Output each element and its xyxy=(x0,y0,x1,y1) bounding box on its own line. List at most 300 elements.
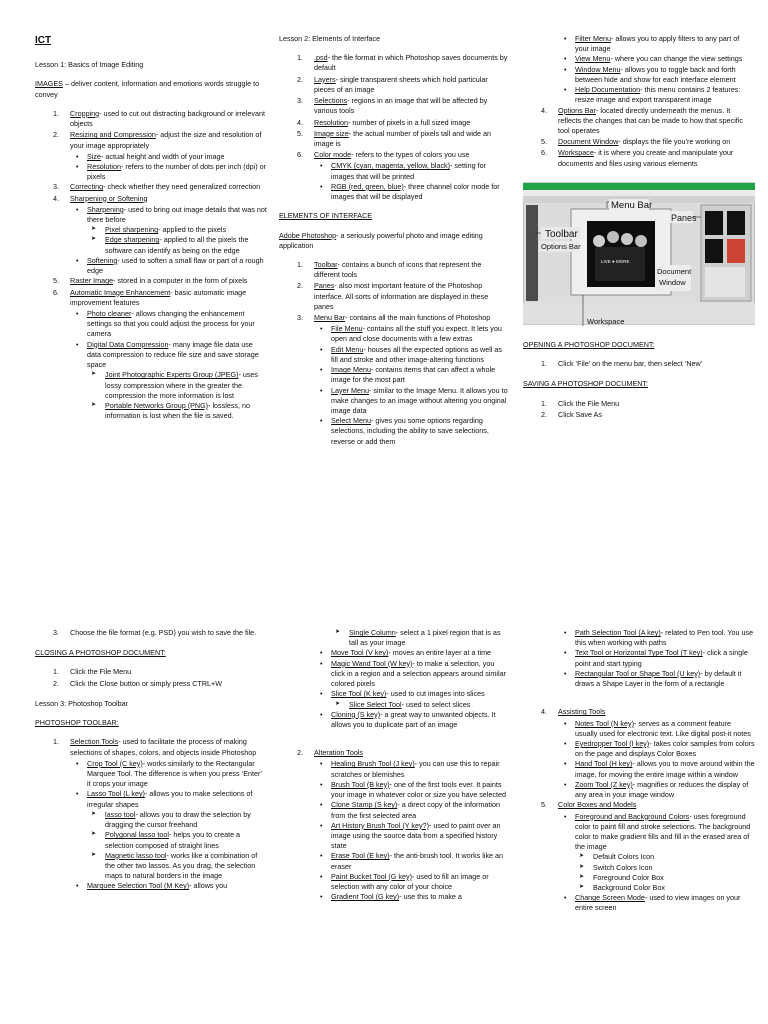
definition: - serves as a comment feature usually used for electronic text. Like digital post-it notes xyxy=(575,718,751,738)
list-number: 4. xyxy=(541,707,547,717)
page2-column-3 xyxy=(523,628,755,914)
options-bar-label: Options Bar xyxy=(541,241,581,251)
list-item xyxy=(35,370,267,401)
list-item xyxy=(523,65,753,85)
list-item xyxy=(279,386,509,417)
bullet-icon: • xyxy=(564,759,567,769)
page-2 xyxy=(0,512,768,1024)
list-item xyxy=(279,118,509,128)
term: Selection Tools xyxy=(70,737,119,747)
list-item xyxy=(523,852,755,862)
term: Raster Image xyxy=(70,276,114,286)
list-number: 5. xyxy=(53,276,59,286)
term: Lasso Tool (L key) xyxy=(87,789,145,799)
list-item xyxy=(35,152,267,162)
definition: - number of pixels in a full sized image xyxy=(347,117,471,127)
assisting-tools-list xyxy=(523,707,755,913)
definition: - where you can change the view settings xyxy=(610,54,743,64)
definition: Background Color Box xyxy=(593,883,665,893)
list-item xyxy=(523,893,755,913)
definition: - this menu contains 2 features: resize image and export transparent image xyxy=(575,85,741,105)
list-item xyxy=(279,324,509,344)
list-item xyxy=(523,669,755,689)
lesson-3-heading: Lesson 3: Photoshop Toolbar xyxy=(35,698,128,708)
list-item xyxy=(279,182,509,202)
definition: - used to facilitate the process of making selections of shapes, colors, and objects inside Photoshop xyxy=(70,737,257,757)
term: Clone Stamp (S key) xyxy=(331,800,398,810)
list-number: 5. xyxy=(541,800,547,810)
definition: - uses lossy compression where in the greater the compression the more information is lost xyxy=(105,370,259,400)
list-item xyxy=(523,873,755,883)
term: Marquee Selection Tool (M Key) xyxy=(87,881,190,891)
bullet-icon: • xyxy=(320,800,323,810)
definition: Click ‘File’ on the menu bar, then select ‘New’ xyxy=(558,359,703,369)
term: Single Column xyxy=(349,628,396,637)
bullet-icon: • xyxy=(564,34,567,43)
list-item xyxy=(279,75,509,95)
definition: - regions in an image that will be affected by various tools xyxy=(314,96,488,116)
lesson-1-list xyxy=(35,109,267,422)
list-item xyxy=(279,260,509,280)
definition: - lossless, no information is lost when the file is saved. xyxy=(105,400,251,421)
term: CMYK (cyan, magenta, yellow, black) xyxy=(331,161,451,171)
list-item xyxy=(279,759,509,779)
list-number: 6. xyxy=(53,287,59,297)
term: .psd xyxy=(314,53,328,63)
adobe-def: - a seriously powerful photo and image editing application xyxy=(279,230,483,250)
definition: - contains all the stuff you expect. It lets you open and close documents with a few extras xyxy=(331,324,502,344)
list-number: 1. xyxy=(53,737,59,747)
list-item xyxy=(35,628,267,638)
term: Document Window xyxy=(558,137,619,147)
term: Edit Menu xyxy=(331,344,364,354)
list-item xyxy=(279,365,509,385)
saving-steps-continued xyxy=(35,628,267,638)
term: Slice Tool (K key) xyxy=(331,689,387,699)
term: Sharpening or Softening xyxy=(70,193,148,203)
term: Paint Bucket Tool (G key) xyxy=(331,871,412,881)
list-item xyxy=(523,148,753,168)
list-item xyxy=(35,205,267,225)
list-item xyxy=(35,288,267,308)
term: Filter Menu xyxy=(575,34,611,43)
arrow-bullet-icon: ➤ xyxy=(91,401,97,408)
bullet-icon: • xyxy=(320,871,323,881)
term: Cropping xyxy=(70,108,100,118)
term: Rectangular Tool or Shape Tool (U key) xyxy=(575,668,701,678)
definition: - used to fill an image or selection with any color of your choice xyxy=(331,871,489,892)
term: Resizing and Compression xyxy=(70,130,156,140)
panes-label: Panes xyxy=(671,212,697,223)
term: Zoom Tool (Z key) xyxy=(575,779,633,789)
term: Automatic Image Enhancement xyxy=(70,287,171,297)
list-item xyxy=(279,800,509,820)
list-item xyxy=(35,235,267,255)
alteration-tools-list xyxy=(279,748,509,902)
adobe-definition xyxy=(279,231,509,251)
bullet-icon: • xyxy=(564,718,567,728)
term: Gradient Tool (G key) xyxy=(331,892,400,902)
list-number: 1. xyxy=(53,108,59,118)
definition: - used to bring out image details that was not there before xyxy=(87,204,267,225)
list-item xyxy=(523,800,755,810)
bullet-icon: • xyxy=(320,689,323,699)
definition: - used to cut out distracting background or irrelevant objects xyxy=(70,108,265,129)
toolbar-heading: PHOTOSHOP TOOLBAR: xyxy=(35,718,119,728)
term: Path Selection Tool (A key) xyxy=(575,628,661,637)
bullet-icon: • xyxy=(564,64,567,74)
definition: Default Colors Icon xyxy=(593,852,655,862)
lesson-1-heading: Lesson 1: Basics of Image Editing xyxy=(35,60,144,70)
arrow-bullet-icon: ➤ xyxy=(91,236,97,243)
bullet-icon: • xyxy=(320,658,323,668)
definition: - adjust the size and resolution of your image appropriately xyxy=(70,130,262,150)
list-item xyxy=(35,225,267,235)
list-item xyxy=(35,256,267,276)
definition: Foreground Color Box xyxy=(593,872,664,882)
definition: - allows you to draw the selection by dragging the cursor freehand xyxy=(105,809,251,830)
list-item xyxy=(523,759,755,779)
bullet-icon: • xyxy=(320,709,323,719)
list-item xyxy=(523,707,755,717)
list-item xyxy=(523,106,753,137)
arrow-bullet-icon: ➤ xyxy=(579,873,585,880)
arrow-bullet-icon: ➤ xyxy=(579,863,585,870)
bullet-icon: • xyxy=(320,820,323,830)
definition: - allows changing the enhancement settings so that you could adjust the process for your camera xyxy=(87,309,255,339)
bullet-icon: • xyxy=(564,628,567,637)
list-item xyxy=(523,359,753,369)
list-item xyxy=(279,851,509,871)
page2-column-1 xyxy=(35,628,267,892)
definition: - by default it draws a Shape Layer in the form of a rectangle xyxy=(575,668,742,689)
photoshop-interface-figure xyxy=(523,181,755,326)
opening-heading: OPENING A PHOTOSHOP DOCUMENT: xyxy=(523,339,655,349)
menu-bar-label: Menu Bar xyxy=(611,199,653,211)
term: Magnetic lasso tool xyxy=(105,850,167,860)
list-item xyxy=(523,85,753,105)
term: Layers xyxy=(314,74,336,84)
list-number: 1. xyxy=(541,398,547,408)
list-number: 1. xyxy=(541,359,547,369)
term: Magic Wand Tool (W key) xyxy=(331,658,413,668)
term: Assisting Tools xyxy=(558,707,606,717)
definition: - click a single point and start typing xyxy=(575,648,748,668)
list-item xyxy=(279,700,509,710)
term: Workspace xyxy=(558,148,594,158)
definition: - works similarly to the Rectangular Marquee Tool. The difference is when you press ‘Enter’ it crops your image xyxy=(87,758,262,789)
definition: - it is where you create and manipulate your documents and files using various elements xyxy=(558,148,734,168)
adobe-term: Adobe Photoshop xyxy=(279,230,337,240)
list-item xyxy=(279,659,509,690)
bullet-icon: • xyxy=(76,339,79,349)
term: Alteration Tools xyxy=(314,748,364,758)
definition: - refers to the types of colors you use xyxy=(351,150,470,160)
term: Pixel sharpening xyxy=(105,225,159,235)
definition: - one of the first tools ever. It paints your image in whatever color or size you have selected xyxy=(331,779,506,800)
list-number: 3. xyxy=(53,628,59,637)
definition: Click the File Menu xyxy=(558,398,620,408)
term: Toolbar xyxy=(314,259,338,269)
definition: - helps you to create a selection composed of straight lines xyxy=(105,830,241,850)
bullet-icon: • xyxy=(320,416,323,426)
list-item xyxy=(35,401,267,421)
list-number: 4. xyxy=(53,193,59,203)
definition: - displays the file you’re working on xyxy=(618,137,731,147)
list-item xyxy=(35,810,267,830)
list-item xyxy=(35,276,267,286)
term: Eyedropper Tool (I key) xyxy=(575,738,650,748)
list-item xyxy=(523,399,753,409)
term: Digital Data Compression xyxy=(87,339,169,349)
list-item xyxy=(523,137,753,147)
term: Correcting xyxy=(70,182,104,192)
list-item xyxy=(523,812,755,853)
definition: - allows you to make selections of irregular shapes xyxy=(87,789,253,809)
page1-column-1 xyxy=(35,34,267,421)
definition: Click the File Menu xyxy=(70,667,132,677)
list-item xyxy=(279,53,509,73)
definition: - a great way to unwanted objects. It allows you to duplicate part of an image xyxy=(331,709,496,729)
list-item xyxy=(35,667,267,677)
list-item xyxy=(35,830,267,850)
term: Sharpening xyxy=(87,204,124,214)
list-item xyxy=(35,789,267,809)
arrow-bullet-icon: ➤ xyxy=(91,810,97,817)
list-item xyxy=(279,780,509,800)
list-item xyxy=(35,340,267,371)
definition: Click the Close button or simply press CTRL+W xyxy=(70,678,222,688)
list-number: 4. xyxy=(297,117,303,127)
list-item xyxy=(523,719,755,739)
term: Cloning (S key) xyxy=(331,709,381,719)
list-item xyxy=(279,129,509,149)
bullet-icon: • xyxy=(76,309,79,318)
bullet-icon: • xyxy=(76,161,79,171)
definition: - select a 1 pixel region that is as tall as your image xyxy=(349,628,501,648)
definition: - you can use this to repair scratches or blemishes xyxy=(331,759,500,779)
arrow-bullet-icon: ➤ xyxy=(91,851,97,858)
bullet-icon: • xyxy=(320,648,323,658)
definition: - single transparent sheets which hold particular pieces of an image xyxy=(314,74,488,94)
list-item xyxy=(35,194,267,204)
document-title: ICT xyxy=(35,35,52,46)
definition: - refers to the number of dots per inch (dpi) or pixels xyxy=(87,161,266,182)
definition: - basic automatic image improvement features xyxy=(70,287,247,307)
list-item xyxy=(523,34,753,54)
list-number: 2. xyxy=(53,678,59,688)
term: Image Menu xyxy=(331,365,371,375)
term: Photo cleaner xyxy=(87,309,132,318)
term: Softening xyxy=(87,255,118,265)
definition: Switch Colors Icon xyxy=(593,862,653,872)
list-item xyxy=(279,710,509,730)
definition: - gives you some options regarding selections, including the ability to save selections, reverse or add them xyxy=(331,416,489,446)
definition: - takes color samples from colors on the page and displays Color Boxes xyxy=(575,738,755,759)
bullet-icon: • xyxy=(564,811,567,821)
bullet-icon: • xyxy=(320,385,323,395)
definition: - the anti-brush tool. It works like an eraser xyxy=(331,851,504,871)
term: Color Boxes and Models xyxy=(558,800,637,810)
page2-column-2 xyxy=(279,628,509,902)
term: Resolution xyxy=(87,161,121,171)
definition: - used to select slices xyxy=(401,699,471,709)
definition: - allows you xyxy=(189,881,228,891)
document-window-label-2: Window xyxy=(659,277,686,287)
definition: - a direct copy of the information from the first selected area xyxy=(331,800,500,820)
list-number: 3. xyxy=(297,313,303,323)
term: Selections xyxy=(314,96,348,106)
list-item xyxy=(279,628,509,648)
definition: - used to view images on your entire screen xyxy=(575,893,741,913)
definition: - contains items that can affect a whole image for the most part xyxy=(331,365,496,385)
term: Size xyxy=(87,151,101,161)
term: Edge sharpening xyxy=(105,235,160,245)
arrow-bullet-icon: ➤ xyxy=(91,371,97,378)
term: Polygonal lasso tool xyxy=(105,830,169,840)
list-number: 4. xyxy=(541,105,547,115)
term: Portable Networks Group (PNG) xyxy=(105,400,209,410)
definition: - contains all the main functions of Photoshop xyxy=(345,313,491,323)
list-item xyxy=(279,96,509,116)
term: Resolution xyxy=(314,117,348,127)
definition: - many image file data use data compression to reduce file size and save storage space xyxy=(87,339,259,370)
definition: Choose the file format (e.g. PSD) you wish to save the file. xyxy=(70,628,257,637)
list-number: 5. xyxy=(297,128,303,138)
list-number: 2. xyxy=(53,130,59,140)
term: Options Bar xyxy=(558,105,596,115)
term: Brush Tool (B key) xyxy=(331,779,390,789)
term: Image size xyxy=(314,128,349,138)
bullet-icon: • xyxy=(564,85,567,95)
list-item xyxy=(35,109,267,129)
saving-steps xyxy=(523,399,753,420)
list-item xyxy=(523,54,753,64)
term: Slice Select Tool xyxy=(349,699,402,709)
workspace-label: Workspace xyxy=(587,316,625,326)
term: Crop Tool (C key) xyxy=(87,758,143,768)
definition: - allows you to apply filters to any part of your image xyxy=(575,34,740,54)
list-item xyxy=(279,345,509,365)
term: Erase Tool (E key) xyxy=(331,851,390,861)
definition: - actual height and width of your image xyxy=(100,151,225,161)
definition: - houses all the expected options as well as fill and stroke and other image-altering functions xyxy=(331,344,503,364)
saving-heading: SAVING A PHOTOSHOP DOCUMENT: xyxy=(523,379,649,389)
list-item xyxy=(523,739,755,759)
term: Menu Bar xyxy=(314,313,346,323)
list-number: 6. xyxy=(297,150,303,160)
term: Notes Tool (N key) xyxy=(575,718,634,728)
list-item xyxy=(523,780,755,800)
arrow-bullet-icon: ➤ xyxy=(91,226,97,233)
bullet-icon: • xyxy=(76,204,79,214)
list-item xyxy=(35,162,267,182)
term: File Menu xyxy=(331,324,363,334)
bullet-icon: • xyxy=(564,893,567,903)
elements-heading: ELEMENTS OF INTERFACE xyxy=(279,211,373,221)
list-item xyxy=(279,281,509,312)
page1-column-2 xyxy=(279,34,509,447)
list-item xyxy=(35,182,267,192)
selection-tools-list xyxy=(35,737,267,891)
arrow-bullet-icon: ➤ xyxy=(335,700,341,707)
list-item xyxy=(523,648,755,668)
bullet-icon: • xyxy=(320,344,323,354)
list-number: 2. xyxy=(297,748,303,758)
list-number: 3. xyxy=(53,182,59,192)
bullet-icon: • xyxy=(76,758,79,768)
definition: - moves an entire layer at a time xyxy=(388,648,492,658)
bullet-icon: • xyxy=(564,668,567,678)
list-item xyxy=(523,628,755,648)
bullet-icon: • xyxy=(320,779,323,789)
list-item xyxy=(523,863,755,873)
term: Hand Tool (H key) xyxy=(575,759,633,769)
term: RGB (red, green, blue) xyxy=(331,181,404,191)
images-term: IMAGES xyxy=(35,79,63,89)
bullet-icon: • xyxy=(320,892,323,902)
toolbar-label: Toolbar xyxy=(545,228,578,240)
list-item xyxy=(35,759,267,790)
term: Window Menu xyxy=(575,64,621,74)
list-item xyxy=(279,648,509,658)
bullet-icon: • xyxy=(564,54,567,64)
definition: Click Save As xyxy=(558,409,602,419)
list-item xyxy=(35,130,267,150)
definition: - to make a selection, you click in a region and a selection appears around similar colored pixels xyxy=(331,658,506,689)
list-item xyxy=(279,689,509,699)
term: Color mode xyxy=(314,150,352,160)
definition: - the actual number of pixels tall and wide an image is xyxy=(314,128,491,148)
term: Art History Brush Tool (Y key?) xyxy=(331,820,429,830)
definition: - contains a bunch of icons that represent the different tools xyxy=(314,259,482,280)
term: Change Screen Mode xyxy=(575,893,645,903)
list-number: 1. xyxy=(53,667,59,677)
list-item xyxy=(279,821,509,852)
bullet-icon: • xyxy=(76,789,79,799)
interface-list-continued xyxy=(523,34,753,169)
definition: - related to Pen tool. You use this when working with paths xyxy=(575,628,754,648)
closing-heading: CLOSING A PHOTOSHOP DOCUMENT: xyxy=(35,648,166,658)
page1-column-3 xyxy=(523,34,753,421)
list-item xyxy=(279,892,509,902)
list-item xyxy=(279,313,509,323)
list-item xyxy=(279,161,509,181)
bullet-icon: • xyxy=(320,324,323,334)
arrow-bullet-icon: ➤ xyxy=(91,831,97,838)
list-item xyxy=(35,679,267,689)
bullet-icon: • xyxy=(320,365,323,375)
bullet-icon: • xyxy=(564,648,567,658)
term: lasso tool xyxy=(105,809,136,819)
list-item xyxy=(35,309,267,340)
images-def: – deliver content, information and emotions words struggle to convey xyxy=(35,79,260,99)
definition: - three channel color mode for images that will be displayed xyxy=(331,181,500,202)
definition: - check whether they need generalized correction xyxy=(103,182,261,192)
definition: - uses foreground color to paint fill and stroke selections. The background color to make gradient fills and fill in the erased area of the image xyxy=(575,811,751,852)
list-item xyxy=(523,883,755,893)
definition: - similar to the Image Menu. It allows you to make changes to an image without altering you original image data xyxy=(331,385,508,415)
images-definition xyxy=(35,79,267,99)
document-window-label-1: Document xyxy=(657,266,692,276)
term: Layer Menu xyxy=(331,385,369,395)
opening-steps xyxy=(523,359,753,369)
poster-text: LIVE ● MORE xyxy=(601,258,630,264)
definition: - located directly underneath the menus. It reflects the changes that can be made to how that specific tool operates xyxy=(558,105,743,135)
list-number: 6. xyxy=(541,148,547,158)
list-number: 2. xyxy=(541,409,547,419)
definition: - used to soften a small flaw or part of a rough edge xyxy=(87,255,264,276)
